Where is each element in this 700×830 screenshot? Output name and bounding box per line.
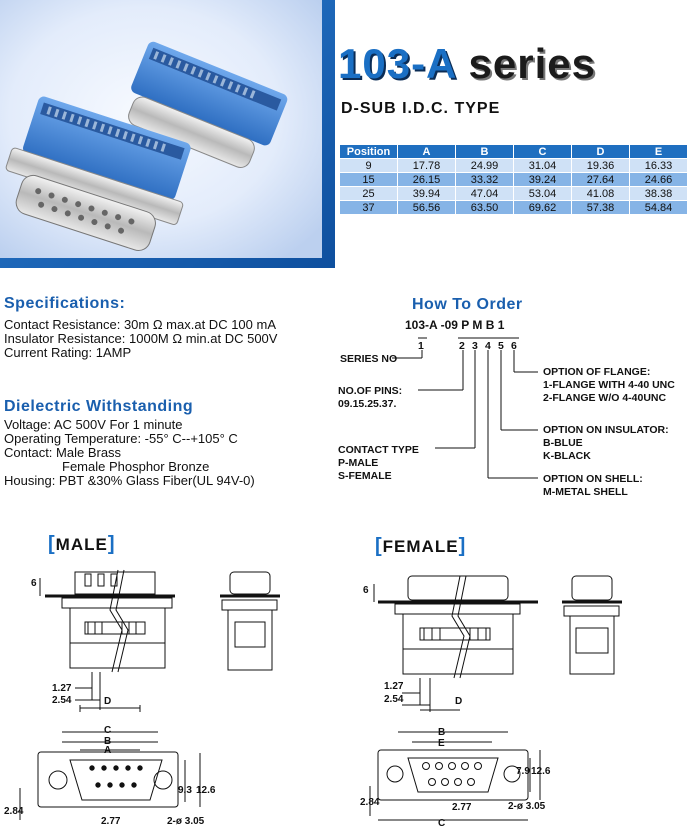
table-cell: 24.66 (630, 173, 688, 187)
flange-title: OPTION OF FLANGE: (543, 366, 651, 378)
insulator-k: K-BLACK (543, 450, 591, 462)
order-num-1: 1 (418, 340, 424, 352)
male-dim-126: 12.6 (196, 785, 216, 796)
table-cell: 15 (340, 173, 398, 187)
table-cell: 31.04 (514, 159, 572, 173)
table-header-cell: D (572, 145, 630, 159)
table-row (340, 159, 688, 173)
dimension-table (339, 144, 688, 215)
male-title-text: MALE (55, 535, 108, 554)
order-num-5: 5 (498, 340, 504, 352)
series-no-label: SERIES NO (340, 353, 398, 365)
dielectric-line: Operating Temperature: -55° C--+105° C (4, 431, 238, 446)
male-dim-B: B (104, 736, 112, 747)
male-dim-hole: 2-ø 3.05 (167, 816, 205, 827)
female-dim-hole: 2-ø 3.05 (508, 801, 546, 812)
series-title-number: 103-A (338, 40, 456, 87)
table-cell: 17.78 (398, 159, 456, 173)
female-dim-E: E (438, 738, 445, 749)
table-cell: 24.99 (456, 159, 514, 173)
table-cell: 63.50 (456, 201, 514, 215)
table-cell: 54.84 (630, 201, 688, 215)
male-dim-C: C (104, 725, 112, 736)
female-dim-284: 2.84 (360, 797, 380, 808)
female-dim-127: 1.27 (384, 681, 404, 692)
flange-2: 2-FLANGE W/O 4-40UNC (543, 392, 667, 404)
table-cell: 56.56 (398, 201, 456, 215)
dielectric-line: Housing: PBT &30% Glass Fiber(UL 94V-0) (4, 473, 255, 488)
dielectric-heading: Dielectric Withstanding (4, 398, 194, 415)
dielectric-line: Voltage: AC 500V For 1 minute (4, 417, 183, 432)
male-title: [MALE] (48, 533, 116, 555)
male-drawings (0, 560, 340, 830)
insulator-b: B-BLUE (543, 437, 583, 449)
male-dim-284: 2.84 (4, 806, 24, 817)
table-cell: 27.64 (572, 173, 630, 187)
male-dim-254: 2.54 (52, 695, 72, 706)
male-dim-93: 9.3 (178, 785, 192, 796)
female-dim-C: C (438, 818, 446, 829)
table-cell: 33.32 (456, 173, 514, 187)
contact-s: S-FEMALE (338, 470, 392, 482)
table-cell: 37 (340, 201, 398, 215)
spec-line: Current Rating: 1AMP (4, 345, 132, 360)
specifications-heading: Specifications: (4, 295, 126, 312)
table-cell: 53.04 (514, 187, 572, 201)
female-dim-79: 7.9 (516, 766, 530, 777)
female-dim-6: 6 (363, 585, 369, 596)
insulator-title: OPTION ON INSULATOR: (543, 424, 669, 436)
shell-title: OPTION ON SHELL: (543, 473, 643, 485)
series-title (338, 40, 596, 88)
table-cell: 41.08 (572, 187, 630, 201)
dielectric-line: Female Phosphor Bronze (62, 459, 210, 474)
female-title: [FEMALE] (375, 535, 467, 557)
female-dim-B: B (438, 727, 446, 738)
table-header-row (340, 145, 688, 159)
shell-m: M-METAL SHELL (543, 486, 628, 498)
table-header-cell: B (456, 145, 514, 159)
table-cell: 26.15 (398, 173, 456, 187)
table-cell: 57.38 (572, 201, 630, 215)
male-dim-D: D (104, 696, 112, 707)
order-num-4: 4 (485, 340, 491, 352)
series-title-word: series (468, 40, 596, 87)
table-cell: 69.62 (514, 201, 572, 215)
table-cell: 19.36 (572, 159, 630, 173)
table-header-cell: E (630, 145, 688, 159)
photo-frame (0, 0, 335, 268)
table-row (340, 201, 688, 215)
dielectric-line: Contact: Male Brass (4, 445, 122, 460)
order-code: 103-A -09 P M B 1 (405, 318, 505, 332)
table-row (340, 187, 688, 201)
female-dim-277: 2.77 (452, 802, 472, 813)
table-header-cell: C (514, 145, 572, 159)
female-dim-254: 2.54 (384, 694, 404, 705)
pins-label: NO.OF PINS: (338, 385, 403, 397)
female-dim-D: D (455, 696, 463, 707)
table-header-cell: Position (340, 145, 398, 159)
table-cell: 38.38 (630, 187, 688, 201)
male-dim-277: 2.77 (101, 816, 121, 827)
contact-type-label: CONTACT TYPE (338, 444, 419, 456)
male-dim-127: 1.27 (52, 683, 72, 694)
how-to-order-heading: How To Order (412, 296, 523, 313)
table-cell: 16.33 (630, 159, 688, 173)
flange-1: 1-FLANGE WITH 4-40 UNC (543, 379, 675, 391)
male-dim-6: 6 (31, 578, 37, 589)
male-dim-A: A (104, 745, 112, 756)
pins-values: 09.15.25.37. (338, 398, 397, 410)
table-cell: 25 (340, 187, 398, 201)
female-dim-126: 12.6 (531, 766, 551, 777)
subtitle: D-SUB I.D.C. TYPE (341, 100, 501, 117)
order-num-2: 2 (459, 340, 465, 352)
table-cell: 39.94 (398, 187, 456, 201)
table-row (340, 173, 688, 187)
contact-p: P-MALE (338, 457, 379, 469)
table-cell: 47.04 (456, 187, 514, 201)
table-cell: 39.24 (514, 173, 572, 187)
spec-line: Contact Resistance: 30m Ω max.at DC 100 mA (4, 317, 276, 332)
table-header-cell: A (398, 145, 456, 159)
order-num-6: 6 (511, 340, 517, 352)
spec-line: Insulator Resistance: 1000M Ω min.at DC 500V (4, 331, 278, 346)
order-num-3: 3 (472, 340, 478, 352)
table-cell: 9 (340, 159, 398, 173)
female-title-text: FEMALE (382, 537, 459, 556)
